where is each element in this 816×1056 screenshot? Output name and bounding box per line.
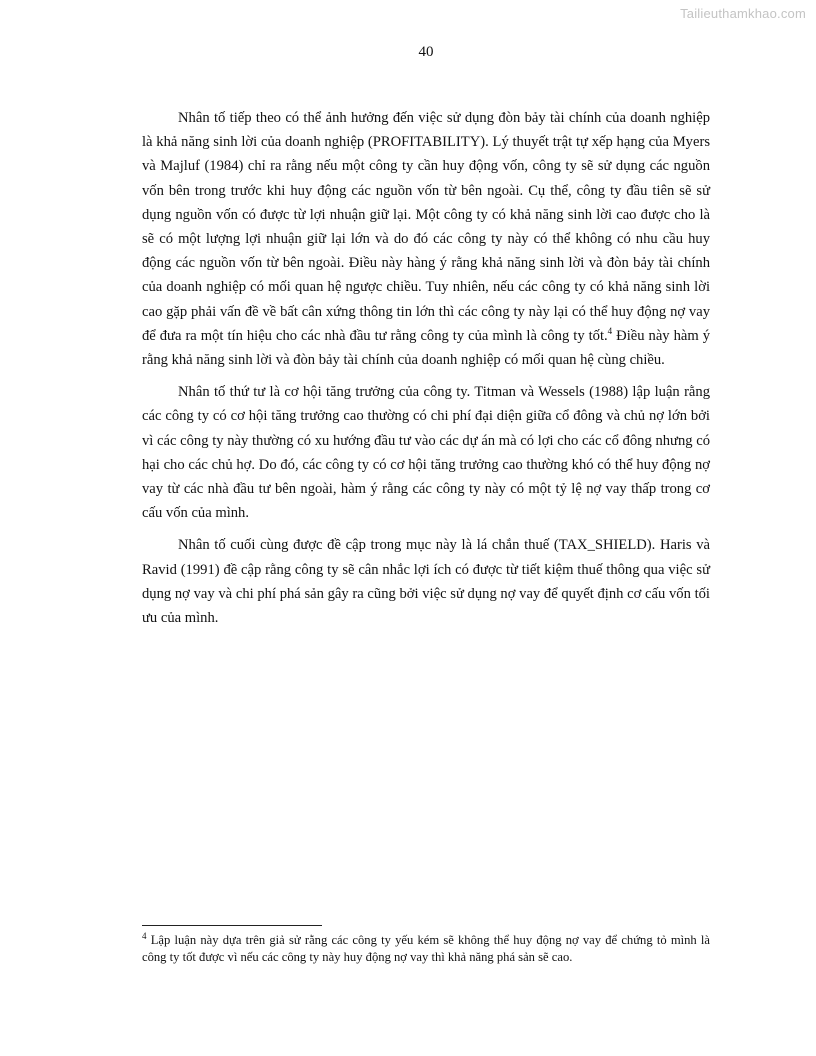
footnote-text: Lập luận này dựa trên giả sử rằng các công ty yếu kém sẽ không thể huy động nợ vay để chứng tỏ mình là công ty tốt được vì nếu các công ty này huy động nợ vay thì khả năng phá sản sẽ cao. <box>142 933 710 964</box>
paragraph-text: Điều này hàm ý rằng khả năng sinh lời và đòn bảy tài chính của doanh nghiệp có mối quan hệ cùng chiều. <box>142 327 710 369</box>
paragraph-growth: Nhân tố thứ tư là cơ hội tăng trưởng của công ty. Titman và Wessels (1988) lập luận rằng các công ty có cơ hội tăng trưởng cao thường có chi phí đại diện giữa cổ đông và chủ nợ lớn bởi vì các công ty này thường có xu hướng đầu tư vào các dự án mà có lợi cho các cổ đông nhưng có hại cho các chủ hợ. Do đó, các công ty có cơ hội tăng trưởng cao thường khó có thể huy động nợ vay từ các nhà đầu tư bên ngoài, hàm ý rằng các công ty này có một tỷ lệ nợ vay thấp trong cơ cấu vốn của mình. <box>142 384 710 522</box>
paragraph-text: Nhân tố tiếp theo có thể ảnh hưởng đến việc sử dụng đòn bảy tài chính của doanh nghiệp là khả năng sinh lời của doanh nghiệp (PROFITABILITY). Lý thuyết trật tự xếp hạng của Myers và Majluf (1984) chỉ ra rằng nếu một công ty cần huy động vốn, công ty sẽ sử dụng các nguồn vốn bên trong trước khi huy động các nguồn vốn từ bên ngoài. Cụ thể, công ty đầu tiên sẽ sử dụng nguồn vốn có được từ lợi nhuận giữ lại. Một công ty có khả năng sinh lời cao được cho là sẽ có một lượng lợi nhuận giữ lại lớn và do đó các công ty này có thể không có nhu cầu huy động các nguồn vốn từ bên ngoài. Điều này hàng ý rằng khả năng sinh lời và đòn bảy tài chính của doanh nghiệp có mối quan hệ ngược chiều. Tuy nhiên, nếu các công ty có khả năng sinh lời cao gặp phải vấn đề về bất cân xứng thông tin lớn thì các công ty này lại có thể huy động nợ vay để đưa ra một tín hiệu cho các nhà đầu tư rằng công ty của mình là công ty tốt. <box>142 110 710 344</box>
watermark: Tailieuthamkhao.com <box>680 6 806 21</box>
footnote <box>142 932 710 965</box>
footnote-reference[interactable]: 4 <box>607 325 613 336</box>
footnote-mark: 4 <box>142 930 147 941</box>
document-body <box>142 106 710 638</box>
paragraph-profitability <box>142 106 710 372</box>
paragraph-tax-shield: Nhân tố cuối cùng được đề cập trong mục này là lá chắn thuế (TAX_SHIELD). Haris và Ravid (1991) đề cập rằng công ty sẽ cân nhắc lợi ích có được từ tiết kiệm thuế thông qua việc sử dụng nợ vay và chi phí phá sản gây ra cũng bởi việc sử dụng nợ vay để quyết định cơ cấu vốn tối ưu của mình. <box>142 537 710 627</box>
page-number: 40 <box>418 44 434 60</box>
footnote-divider <box>142 925 322 926</box>
